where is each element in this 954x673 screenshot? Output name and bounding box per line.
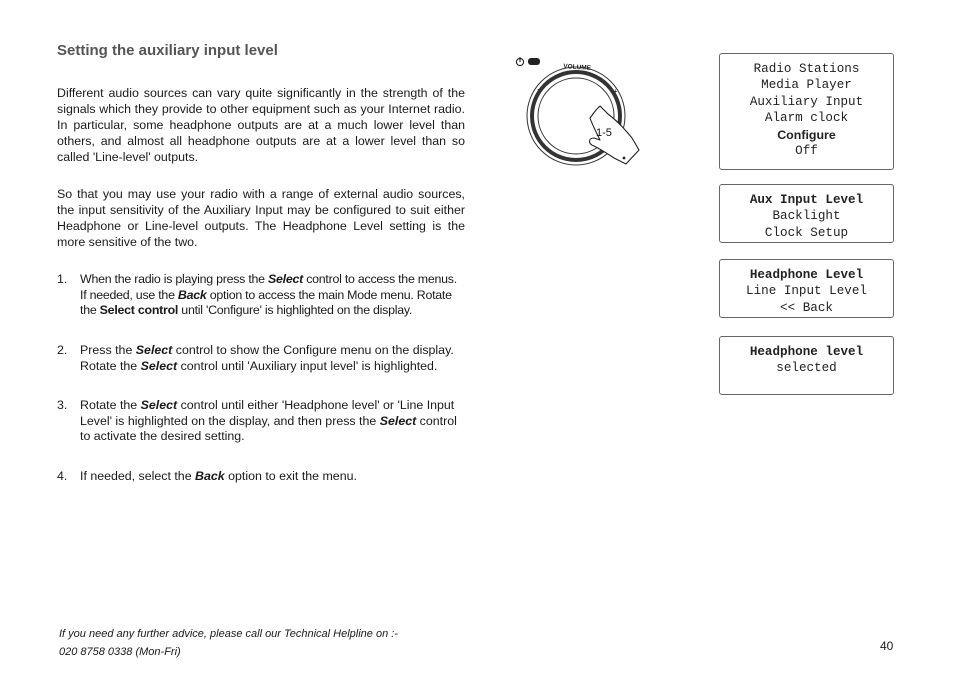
lcd-display-aux-level-menu	[719, 259, 894, 318]
step-number: 4.	[57, 469, 68, 483]
menu-line: Off	[795, 144, 818, 159]
menu-line-highlighted: Headphone Level	[749, 268, 864, 282]
menu-line: << Back	[780, 300, 833, 315]
emphasis: Back	[177, 287, 207, 302]
helpline-number: 020 8758 0338 (Mon-Fri)	[59, 646, 181, 658]
menu-line: selected	[776, 361, 837, 376]
volume-label: VOLUME	[562, 63, 592, 72]
menu-line-highlighted: Aux Input Level	[749, 193, 864, 207]
intro-paragraph	[57, 85, 465, 165]
menu-line: Auxiliary Input	[749, 94, 864, 109]
helpline-note: If you need any further advice, please call our Technical Helpline on :-	[59, 628, 398, 640]
step-text	[80, 398, 465, 445]
plus-symbol: +	[613, 87, 618, 96]
step-text	[80, 469, 465, 485]
emphasis: Select	[140, 358, 178, 373]
lcd-display-confirmation	[719, 336, 894, 395]
minus-symbol: −	[537, 85, 542, 94]
section-heading: Setting the auxiliary input level	[57, 42, 278, 59]
power-icon	[516, 57, 523, 66]
text-run: If needed, select the	[80, 469, 196, 483]
sensitivity-paragraph	[57, 186, 465, 250]
text-run: option to access the main Mode menu. Rotate the	[80, 287, 452, 317]
lcd-display-configure-menu	[719, 184, 894, 243]
step-range-badge: 1-5	[596, 127, 612, 139]
mode-icon	[528, 58, 540, 65]
menu-line: Clock Setup	[764, 225, 849, 240]
menu-line: Backlight	[772, 209, 841, 224]
step-3	[57, 398, 465, 445]
menu-line: Radio Stations	[753, 62, 860, 76]
menu-line: Line Input Level	[746, 284, 867, 299]
step-number: 3.	[57, 398, 68, 412]
step-number: 2.	[57, 343, 68, 357]
emphasis: Select	[267, 272, 303, 286]
text-run: option to exit the menu.	[224, 469, 357, 483]
page-number: 40	[880, 639, 894, 653]
text-run: control until 'Auxiliary input level' is highlighted.	[177, 358, 438, 373]
emphasis: Back	[195, 469, 225, 483]
step-text	[80, 272, 465, 319]
menu-line-highlighted: Configure	[777, 127, 836, 142]
step-2	[57, 343, 465, 374]
step-text	[80, 343, 465, 374]
text-run: control to show the Configure menu on the display. Rotate the	[80, 343, 454, 373]
menu-line-highlighted: Headphone level	[749, 345, 864, 359]
sensitivity-text: So that you may use your radio with a range of external audio sources, the input sensitivity of the Auxiliary Input may be configured to suit either Headphone or Line-level outputs. The Headphone Level setting is the more sensitive of the two.	[57, 187, 465, 249]
text-run: Rotate the	[80, 398, 141, 412]
step-4	[57, 469, 465, 485]
text-run: When the radio is playing press the	[80, 272, 268, 286]
emphasis: Select	[140, 398, 178, 412]
text-run: Press the	[80, 343, 136, 357]
step-1	[57, 272, 465, 319]
menu-line: Media Player	[761, 78, 852, 93]
text-run: until 'Configure' is highlighted on the display.	[178, 303, 413, 317]
select-knob-illustration	[508, 54, 644, 170]
intro-text: Different audio sources can vary quite significantly in the strength of the signals which they provide to other equipment such as your Internet radio. In particular, some headphone outputs are at a much lower level than others, and almost all headphone outputs are at a lower level than so called 'Line-level' outputs.	[57, 86, 465, 164]
lcd-display-main-menu	[719, 53, 894, 170]
text-run: control to access the menus. If needed, use the	[80, 272, 457, 302]
step-number: 1.	[57, 272, 68, 286]
emphasis: Select	[135, 343, 173, 357]
menu-line: Alarm clock	[764, 111, 849, 126]
text-run: control until either 'Headphone level' or 'Line Input Level' is highlighted on the display, and then press the	[80, 398, 455, 428]
bold-text: Select control	[99, 303, 179, 317]
emphasis: Select	[379, 413, 417, 428]
text-run: control to activate the desired setting.	[80, 413, 457, 443]
